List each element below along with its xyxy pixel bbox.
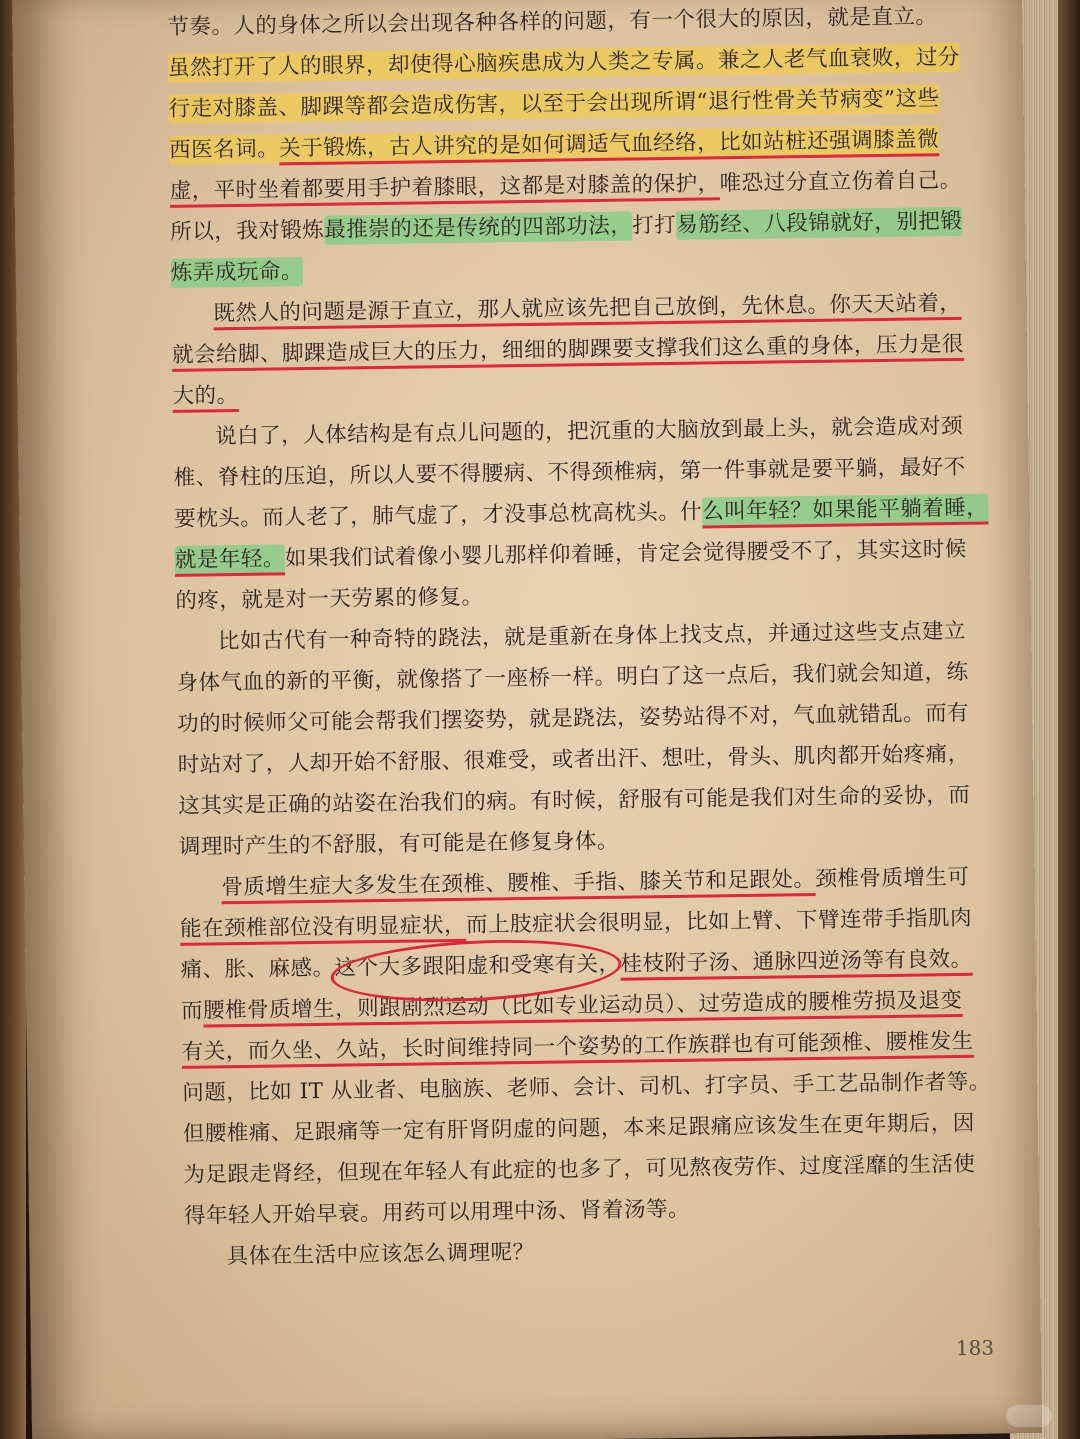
book-page [12, 0, 1042, 1439]
highlighted-text: 最推崇的还是传统的四部功法， [324, 213, 633, 243]
highlighted-text: 西医名词。 [168, 136, 280, 163]
text-segment: 颈椎骨质增生可 [815, 864, 970, 892]
highlighted-text: 易筋经、八段锦就好，别把锻 [676, 208, 963, 238]
page-number: 183 [955, 1335, 995, 1361]
highlighted-text: 虽然打开了人的眼界，却使得心脑疾患成为人类之专属。兼之人老气血衰败，过分 [167, 44, 961, 81]
text-segment: 身体气血的新的平衡，就像搭了一座桥一样。明白了这一点后，我们就会知道，练 [176, 659, 969, 696]
underlined-text: 大的。 [172, 382, 239, 409]
underlined-text: 虚，平时坐着都要用手护着膝眼，这都是对膝盖的保护， [169, 171, 720, 204]
text-segment: 痛、胀、麻感。这个大多跟阳虚和受寒有关， [180, 951, 621, 983]
text-segment: 问题，比如 IT 从业者、电脑族、老师、会计、司机、打字员、手工艺品制作者等。 [182, 1069, 991, 1106]
text-segment: 功的时候师父可能会帮我们摆姿势，就是跷法，姿势站得不对，气血就错乱。而有 [176, 700, 970, 737]
text-segment: 为足跟走肾经，但现在年轻人有此症的也多了，可见熬夜劳作、过度淫靡的生活使 [183, 1151, 976, 1188]
highlighted-text: 炼弄成玩命。 [170, 259, 304, 286]
page-text [167, 0, 991, 1278]
text-segment: 所以，我对锻炼 [170, 217, 325, 245]
text-segment: 得年轻人开始早衰。用药可以用理中汤、肾着汤等。 [183, 1196, 691, 1229]
text-segment: 要枕头。而人老了，肺气虚了，才没事总枕高枕头。什 [174, 499, 703, 532]
text-segment: 打打 [632, 212, 677, 239]
text-segment: 但腰椎痛、足跟痛等一定有肝肾阴虚的问题，本来足跟痛应该发生在更年期后，因 [182, 1110, 976, 1147]
text-segment: 这其实是正确的站姿在治我们的病。有时候，舒服有可能是我们对生命的妥协，而 [178, 782, 971, 819]
text-segment: 如果我们试着像小婴儿那样仰着睡，肯定会觉得腰受不了，其实这时候 [284, 536, 968, 572]
text-segment: 时站对了，人却开始不舒服、很难受，或者出汗、想吐，骨头、肌肉都开始疼痛， [177, 741, 970, 778]
text-segment: 唯恐过分直立伤着自己。 [719, 167, 962, 197]
highlighted-text: 关于锻炼，古人讲究的是如何调适气血经络，比如站桩还强调膝盖微 [278, 127, 940, 162]
underlined-text: 有关，而久坐、久站，长时间维持同一个姿势的工作族群也有可能颈椎、腰椎发生 [181, 1028, 974, 1065]
text-segment: 而上肢症状会很明显，比如上臂、下臂连带手指肌肉 [465, 905, 973, 938]
watermark-badge [1006, 1405, 1052, 1427]
underlined-text: 就会给脚、脚踝造成巨大的压力，细细的脚踝要支撑我们这么重的身体，压力是很 [171, 331, 965, 368]
underlined-text: 腰椎骨质增生，则跟剧烈运动（比如专业运动员）、过劳造成的腰椎劳损及退变 [203, 987, 963, 1024]
text-segment: 而 [180, 998, 204, 1024]
highlighted-text: 么叫年轻？如果能平躺着睡， [702, 495, 989, 525]
text-segment: 节奏。人的身体之所以会出现各种各样的问题，有一个很大的原因，就是直立。 [167, 4, 938, 40]
underlined-text: 桂枝附子汤、通脉四逆汤等有良效。 [620, 946, 973, 977]
text-segment: 比如古代有一种奇特的跷法，就是重新在身体上找支点，并通过这些支点建立 [217, 618, 967, 655]
highlighted-text: 就是年轻。 [174, 546, 286, 573]
underlined-text: 能在颈椎部位没有明显症状， [179, 912, 467, 942]
highlighted-text: 行走对膝盖、脚踝等都会造成伤害，以至于会出现所谓“退行性骨关节病变”这些 [168, 86, 940, 122]
text-segment: 调理时产生的不舒服，有可能是在修复身体。 [178, 828, 620, 860]
text-segment: 具体在生活中应该怎么调理呢？ [226, 1239, 535, 1270]
text-segment: 椎、脊柱的压迫，所以人要不得腰病、不得颈椎病，第一件事就是要平躺，最好不 [173, 454, 966, 491]
text-segment: 说白了，人体结构是有点儿问题的，把沉重的大脑放到最上头，就会造成对颈 [214, 413, 964, 450]
text-segment: 的疼，就是对一天劳累的修复。 [175, 584, 484, 614]
underlined-text: 既然人的问题是源于直立，那人就应该先把自己放倒，先休息。你天天站着， [213, 290, 962, 327]
underlined-text: 骨质增生症大多发生在颈椎、腰椎、手指、膝关节和足跟处。 [221, 866, 816, 901]
